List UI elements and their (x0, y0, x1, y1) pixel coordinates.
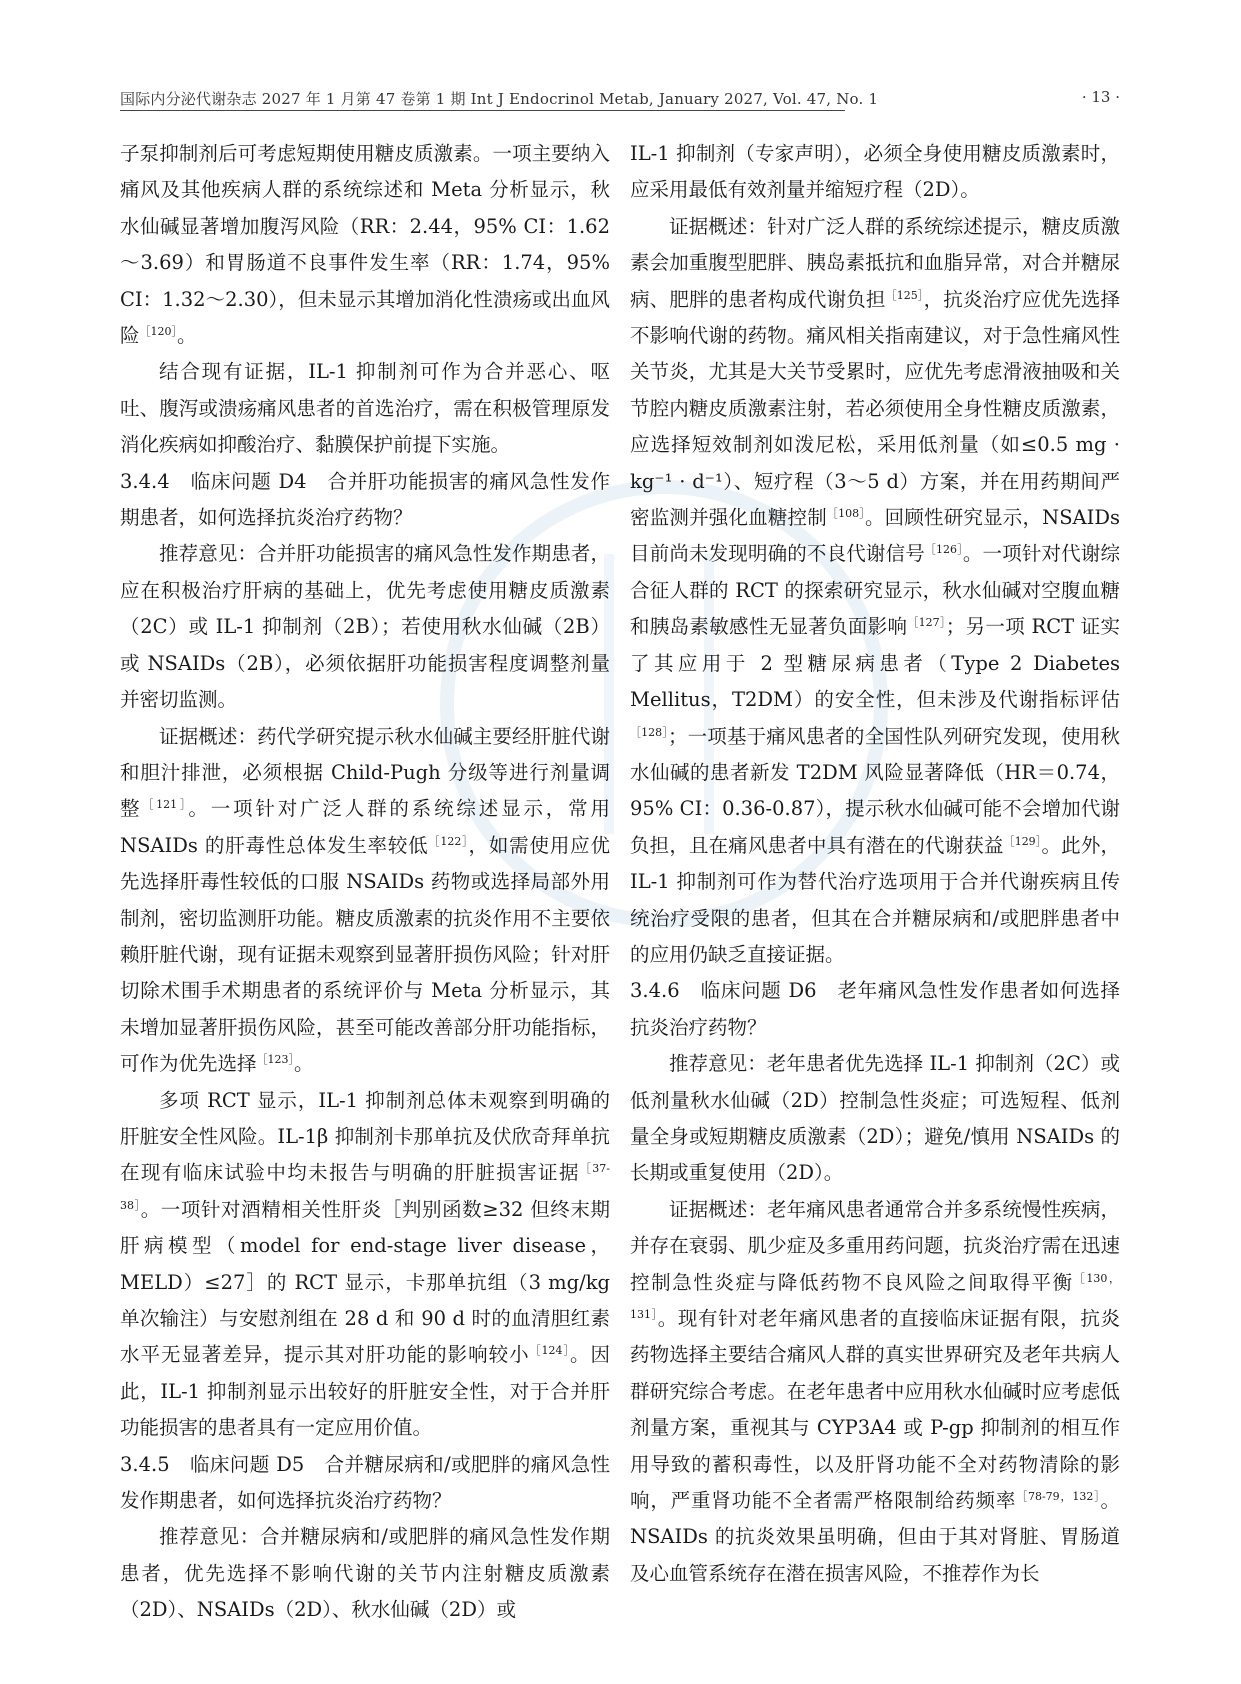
section-heading-3-4-6: 3.4.6 临床问题 D6 老年痛风急性发作患者如何选择抗炎治疗药物？ (630, 979, 1120, 1039)
citation-ref[interactable]: ［108］ (826, 507, 865, 521)
paragraph: 证据概述：针对广泛人群的系统综述提示，糖皮质激素会加重腹型肥胖、胰岛素抵抗和血脂异常，对合并糖尿病、肥胖的患者构成代谢负担$^{[125]}$，抗炎治疗应优先选择不影响代谢的药物。痛风相关指南建议，对于急性痛风性关节炎，尤其是大关节受累时，应优先考虑滑液抽吸和关节腔内糖皮质激素注射，若必须使用全身性糖皮质激素，应选择短效制剂如泼尼松，采用低剂量（如≤0.5 mg · kg⁻¹ · d⁻¹）、短疗程（3～5 d）方案，并在用药期间严密监测并强化血糖控制$^{[108]}$。回顾性研究显示，NSAIDs 目前尚未发现明确的不良代谢信号$^{[126]}$。一项针对代谢综合征人群的 RCT 的探索研究显示，秋水仙碱对空腹血糖和胰岛素敏感性无显著负面影响$^{[127]}$；另一项 RCT 证实了其应用于 2 型糖尿病患者（Type 2 Diabetes Mellitus，T2DM）的安全性，但未涉及代谢指标评估$^{[128]}$；一项基于痛风患者的全国性队列研究发现，使用秋水仙碱的患者新发 T2DM 风险显著降低（HR＝0.74，95% CI：0.36-0.87），提示秋水仙碱可能不会增加代谢负担，且在痛风患者中具有潜在的代谢获益$^{[129]}$。此外，IL-1 抑制剂可作为替代治疗选项用于合并代谢疾病且传统治疗受限的患者，但其在合并糖尿病和/或肥胖患者中的应用仍缺乏直接证据。 (630, 214, 1120, 966)
paragraph: IL-1 抑制剂（专家声明），必须全身使用糖皮质激素时，应采用最低有效剂量并缩短疗程（2D）。 (630, 142, 1120, 202)
section-heading-3-4-4: 3.4.4 临床问题 D4 合并肝功能损害的痛风急性发作期患者，如何选择抗炎治疗药物？ (120, 469, 610, 530)
header-rule (120, 110, 845, 111)
paragraph: 多项 RCT 显示，IL-1 抑制剂总体未观察到明确的肝脏安全性风险。IL-1β 抑制剂卡那单抗及伏欣奇拜单抗在现有临床试验中均未报告与明确的肝脏损害证据$^{[37-38]}$。一项针对酒精相关性肝炎［判别函数≥32 但终末期肝病模型（model for end-stage liver disease，MELD）≤27］的 RCT 显示，卡那单抗组（3 mg/kg 单次输注）与安慰剂组在 28 d 和 90 d 时的血清胆红素水平无显著差异，提示其对肝功能的影响较小$^{[124]}$。因此，IL-1 抑制剂显示出较好的肝脏安全性，对于合并肝功能损害的患者具有一定应用价值。 (120, 1088, 610, 1440)
paragraph: 证据概述：药代学研究提示秋水仙碱主要经肝脏代谢和胆汁排泄，必须根据 Child-Pugh 分级等进行剂量调整$^{[121]}$。一项针对广泛人群的系统综述显示，常用 NSAIDs 的肝毒性总体发生率较低$^{[122]}$，如需使用应优先选择肝毒性较低的口服 NSAIDs 药物或选择局部外用制剂，密切监测肝功能。糖皮质激素的抗炎作用不主要依赖肝脏代谢，现有证据未观察到显著肝损伤风险；针对肝切除术围手术期患者的系统评价与 Meta 分析显示，其未增加显著肝损伤风险，甚至可能改善部分肝功能指标，可作为优先选择$^{[123]}$。 (120, 724, 610, 1076)
citation-ref[interactable]: ［127］ (907, 616, 946, 630)
paragraph: 推荐意见：合并糖尿病和/或肥胖的痛风急性发作期患者，优先选择不影响代谢的关节内注射糖皮质激素（2D）、NSAIDs（2D）、秋水仙碱（2D）或 (120, 1525, 610, 1622)
paragraph: 推荐意见：老年患者优先选择 IL-1 抑制剂（2C）或低剂量秋水仙碱（2D）控制急性炎症；可选短程、低剂量全身或短期糖皮质激素（2D）；避免/慎用 NSAIDs 的长期或重复使用（2D）。 (630, 1052, 1120, 1185)
right-column (630, 136, 1120, 1636)
section-heading-3-4-5: 3.4.5 临床问题 D5 合并糖尿病和/或肥胖的痛风急性发作期患者，如何选择抗炎治疗药物？ (120, 1452, 610, 1513)
paragraph: 结合现有证据，IL-1 抑制剂可作为合并恶心、呕吐、腹泻或溃疡痛风患者的首选治疗，需在积极管理原发消化疾病如抑酸治疗、黏膜保护前提下实施。 (120, 360, 610, 457)
citation-ref[interactable]: ［126］ (924, 543, 963, 557)
citation-ref[interactable]: ［123］ (256, 1053, 295, 1067)
journal-citation: 国际内分泌代谢杂志 2027 年 1 月第 47 卷第 1 期 Int J Endocrinol Metab, January 2027, Vol. 47, No. 1 (120, 90, 879, 108)
citation-ref[interactable]: ［120］ (139, 325, 178, 339)
citation-ref[interactable]: ［130，131］ (630, 1271, 1120, 1321)
citation-ref[interactable]: ［78-79，132］ (1016, 1490, 1101, 1504)
citation-ref[interactable]: ［122］ (428, 834, 469, 848)
citation-ref[interactable]: ［128］ (630, 725, 668, 739)
citation-ref[interactable]: ［37-38］ (120, 1162, 610, 1212)
citation-ref[interactable]: ［129］ (1003, 834, 1042, 848)
page-number: · 13 · (1081, 88, 1120, 106)
left-column (120, 136, 610, 1636)
citation-ref[interactable]: ［124］ (529, 1344, 570, 1358)
paragraph: 子泵抑制剂后可考虑短期使用糖皮质激素。一项主要纳入痛风及其他疾病人群的系统综述和 Meta 分析显示，秋水仙碱显著增加腹泻风险（RR：2.44，95% CI：1.62～3.69）和胃肠道不良事件发生率（RR：1.74，95% CI：1.32～2.30），但未显示其增加消化性溃疡或出血风险$^{[120]}$。 (120, 142, 610, 348)
paragraph: 推荐意见：合并肝功能损害的痛风急性发作期患者，应在积极治疗肝病的基础上，优先考虑使用糖皮质激素（2C）或 IL-1 抑制剂（2B）；若使用秋水仙碱（2B）或 NSAIDs（2B），必须依据肝功能损害程度调整剂量并密切监测。 (120, 542, 610, 712)
citation-ref[interactable]: ［121］ (142, 798, 189, 812)
paragraph: 证据概述：老年痛风患者通常合并多系统慢性疾病，并存在衰弱、肌少症及多重用药问题，抗炎治疗需在迅速控制急性炎症与降低药物不良风险之间取得平衡$^{[130,131]}$。现有针对老年痛风患者的直接临床证据有限，抗炎药物选择主要结合痛风人群的真实世界研究及老年共病人群研究综合考虑。在老年患者中应用秋水仙碱时应考虑低剂量方案，重视其与 CYP3A4 或 P-gp 抑制剂的相互作用导致的蓄积毒性，以及肝肾功能不全对药物清除的影响，严重肾功能不全者需严格限制给药频率$^{[78-79,132]}$。NSAIDs 的抗炎效果虽明确，但由于其对肾脏、胃肠道及心血管系统存在潜在损害风险，不推荐作为长 (630, 1197, 1120, 1585)
running-header (120, 84, 1120, 110)
citation-ref[interactable]: ［125］ (885, 288, 924, 302)
